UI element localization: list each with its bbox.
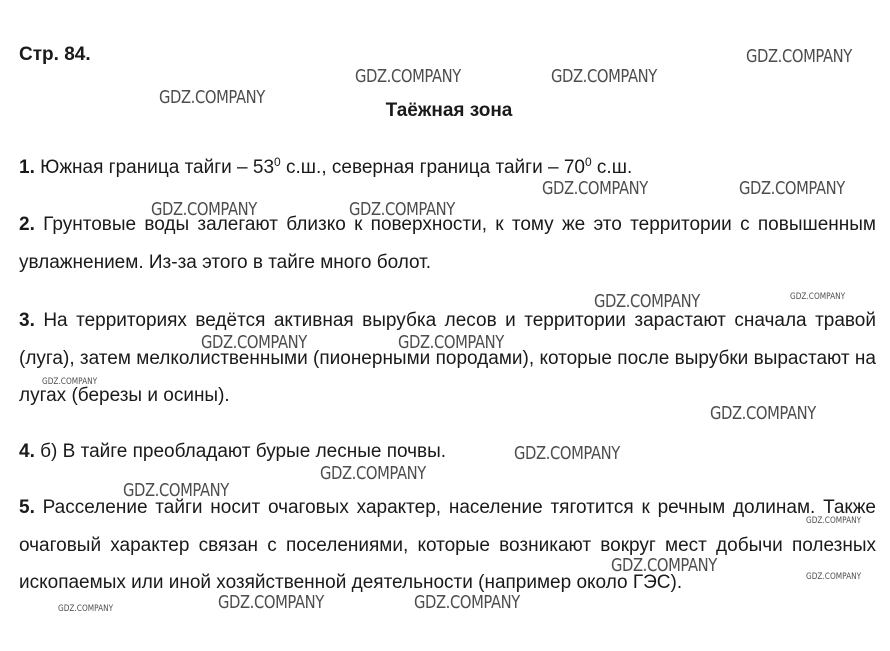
watermark: GDZ.COMPANY bbox=[159, 87, 265, 108]
answer-number: 5. bbox=[19, 497, 35, 518]
answer-text: с.ш. bbox=[591, 157, 633, 178]
watermark: GDZ.COMPANY bbox=[551, 66, 657, 87]
answer-number: 1. bbox=[19, 157, 35, 178]
answer-text: Южная граница тайги – 53 bbox=[34, 157, 275, 178]
answer-number: 4. bbox=[19, 441, 35, 462]
answer-number: 2. bbox=[19, 214, 35, 235]
watermark: GDZ.COMPANY bbox=[414, 592, 520, 613]
watermark: GDZ.COMPANY bbox=[398, 332, 504, 353]
watermark: GDZ.COMPANY bbox=[806, 516, 862, 526]
watermark: GDZ.COMPANY bbox=[611, 555, 717, 576]
watermark: GDZ.COMPANY bbox=[594, 291, 700, 312]
answer-number: 3. bbox=[19, 310, 35, 331]
watermark: GDZ.COMPANY bbox=[355, 66, 461, 87]
answer-paragraph-5 bbox=[19, 489, 876, 602]
answer-text: Расселение тайги носит очаговых характер, население тяготится к речным долинам. Также очаговый характер связан с поселениями, которые возникают вокруг мест добычи полезных ископаемых или иной хозяйственной деятельности (например около ГЭС). bbox=[19, 497, 876, 593]
watermark: GDZ.COMPANY bbox=[58, 604, 114, 614]
answer-text: б) В тайге преобладают бурые лесные почвы. bbox=[34, 441, 447, 462]
watermark: GDZ.COMPANY bbox=[739, 178, 845, 199]
watermark: GDZ.COMPANY bbox=[514, 443, 620, 464]
watermark: GDZ.COMPANY bbox=[151, 199, 257, 220]
answer-paragraph-4 bbox=[19, 433, 876, 471]
watermark: GDZ.COMPANY bbox=[201, 332, 307, 353]
watermark: GDZ.COMPANY bbox=[42, 377, 98, 387]
watermark: GDZ.COMPANY bbox=[790, 292, 846, 302]
answer-text: На территориях ведётся активная вырубка лесов и территории зарастают сначала травой (луга), затем мелколиственными (пионерными породами), которые после вырубки вырастают на лугах (березы и осины). bbox=[19, 310, 876, 406]
answer-paragraph-3 bbox=[19, 302, 876, 415]
page-label: Стр. 84. bbox=[19, 44, 91, 65]
watermark: GDZ.COMPANY bbox=[320, 463, 426, 484]
degree-superscript: 0 bbox=[584, 155, 592, 169]
answer-text: Грунтовые воды залегают близко к поверхности, к тому же это территории с повышенным увлажнением. Из-за этого в тайге много болот. bbox=[19, 214, 876, 273]
watermark: GDZ.COMPANY bbox=[710, 403, 816, 424]
document-title: Таёжная зона bbox=[385, 100, 513, 121]
answer-text: с.ш., северная граница тайги – 70 bbox=[280, 157, 585, 178]
watermark: GDZ.COMPANY bbox=[218, 592, 324, 613]
watermark: GDZ.COMPANY bbox=[746, 46, 852, 67]
watermark: GDZ.COMPANY bbox=[349, 199, 455, 220]
degree-superscript: 0 bbox=[274, 155, 281, 169]
watermark: GDZ.COMPANY bbox=[123, 480, 229, 501]
watermark: GDZ.COMPANY bbox=[542, 178, 648, 199]
watermark: GDZ.COMPANY bbox=[806, 572, 862, 582]
